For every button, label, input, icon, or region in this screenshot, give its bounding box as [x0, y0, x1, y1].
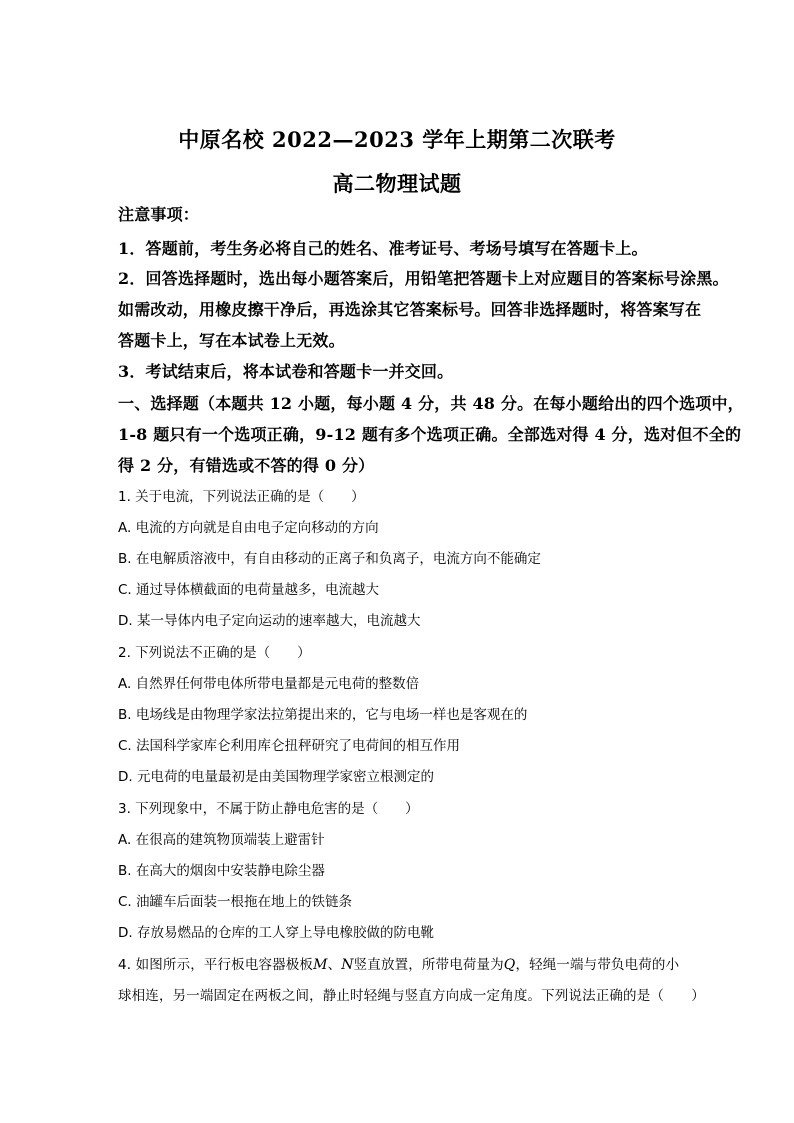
variable-n: N [341, 957, 354, 973]
question-4-stem-line-2: 球相连，另一端固定在两板之间，静止时轻绳与竖直方向成一定角度。下列说法正确的是（ ） [118, 988, 705, 1004]
notice-item-2: 2．回答选择题时，选出每小题答案后，用铅笔把答题卡上对应题目的答案标号涂黑。 [118, 269, 729, 288]
question-3-option-b: B. 在高大的烟囱中安装静电除尘器 [118, 863, 325, 879]
notice-item-3: 3．考试结束后，将本试卷和答题卡一并交回。 [118, 362, 454, 381]
question-2-option-c: C. 法国科学家库仑利用库仑扭秤研究了电荷间的相互作用 [118, 738, 461, 754]
question-1-stem: 1. 关于电流，下列说法正确的是（ ） [118, 489, 365, 505]
question-2-option-b: B. 电场线是由物理学家法拉第提出来的，它与电场一样也是客观在的 [118, 707, 528, 723]
question-1-option-d: D. 某一导体内电子定向运动的速率越大，电流越大 [118, 613, 421, 629]
question-2-stem: 2. 下列说法不正确的是（ ） [118, 645, 311, 661]
exam-subtitle: 高二物理试题 [332, 171, 462, 196]
question-2-option-a: A. 自然界任何带电体所带电量都是元电荷的整数倍 [118, 676, 420, 692]
variable-m: M [313, 957, 328, 973]
question-4-text-b: 竖直放置，所带电荷量为 [353, 957, 504, 973]
exam-title: 中原名校 2022—2023 学年上期第二次联考 [178, 127, 616, 152]
notice-heading: 注意事项： [118, 205, 200, 224]
question-3-option-c: C. 油罐车后面装一根拖在地上的铁链条 [118, 894, 353, 910]
section-heading-line-2: 1-8 题只有一个选项正确，9-12 题有多个选项正确。全部选对得 4 分，选对但不全的 [118, 425, 742, 444]
question-1-option-b: B. 在电解质溶液中，有自由移动的正离子和负离子，电流方向不能确定 [118, 551, 541, 567]
question-4-text-c: ，轻绳一端与带负电荷的小 [515, 957, 680, 973]
question-1-option-a: A. 电流的方向就是自由电子定向移动的方向 [118, 520, 379, 536]
section-heading-line-1: 一、选择题（本题共 12 小题，每小题 4 分，共 48 分。在每小题给出的四个选项中， [118, 394, 744, 413]
notice-item-2-cont: 如需改动，用橡皮擦干净后，再选涂其它答案标号。回答非选择题时，将答案写在 [118, 300, 702, 319]
question-4-stem-line-1 [118, 956, 718, 974]
section-heading-line-3: 得 2 分，有错选或不答的得 0 分） [118, 456, 375, 475]
question-1-option-c: C. 通过导体横截面的电荷量越多，电流越大 [118, 582, 380, 598]
question-4-separator: 、 [327, 957, 342, 973]
question-3-stem: 3. 下列现象中，不属于防止静电危害的是（ ） [118, 801, 419, 817]
question-2-option-d: D. 元电荷的电量最初是由美国物理学家密立根测定的 [118, 769, 434, 785]
question-3-option-a: A. 在很高的建筑物顶端装上避雷针 [118, 832, 325, 848]
notice-item-2-cont2: 答题卡上，写在本试卷上无效。 [118, 331, 345, 350]
notice-item-1: 1．答题前，考生务必将自己的姓名、准考证号、考场号填写在答题卡上。 [118, 239, 648, 258]
variable-q: Q [503, 957, 516, 973]
question-4-text-a: 4. 如图所示，平行板电容器极板 [118, 957, 314, 973]
question-3-option-d: D. 存放易燃品的仓库的工人穿上导电橡胶做的防电靴 [118, 925, 434, 941]
